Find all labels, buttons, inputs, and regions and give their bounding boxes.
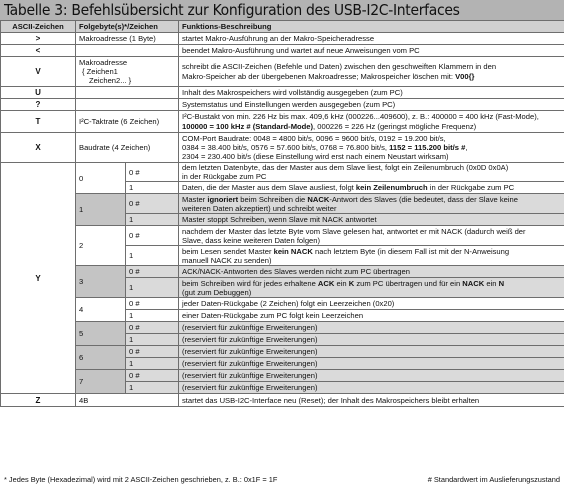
desc-text: beim Schreiben die — [238, 194, 308, 204]
desc-cell: (reserviert für zukünftige Erweiterungen) — [179, 322, 564, 334]
desc-cell: (reserviert für zukünftige Erweiterungen) — [179, 334, 564, 346]
desc-bold: ignoriert — [207, 194, 239, 204]
desc-bold: K — [348, 278, 355, 288]
table-row — [1, 111, 564, 133]
desc-text: in der Rückgabe zum PC — [427, 183, 515, 193]
footnote-right: # Standardwert im Auslieferungszustand — [427, 475, 560, 484]
desc-bold: V00{} — [455, 71, 475, 81]
desc-text: nach letztem Byte (in diesem Fall ist mit der N-Anweisung — [312, 246, 510, 256]
y-value-cell: 1 — [126, 278, 179, 298]
desc-cell: ACK/NACK-Antworten des Slaves werden nicht zum PC übertragen — [179, 266, 564, 278]
desc-cell: startet das USB-I2C-Interface neu (Reset); der Inhalt des Makrospeichers bleibt erhalten — [179, 394, 564, 407]
desc-bold: ACK — [317, 278, 335, 288]
y-value-cell: 0 # — [126, 226, 179, 246]
desc-cell — [179, 133, 564, 163]
header-ascii: ASCII-Zeichen — [1, 21, 76, 33]
desc-text: zum PC übertragen und für ein — [354, 278, 463, 288]
y-value-cell: 0 # — [126, 194, 179, 214]
desc-line: (gut zum Debuggen) — [182, 287, 252, 297]
desc-line: in der Rückgabe zum PC — [182, 172, 267, 182]
param-cell — [76, 45, 179, 57]
desc-cell — [179, 163, 564, 182]
desc-text: -Antwort des Slaves (die bedeutet, dass der Slave keine — [329, 194, 518, 204]
desc-bold: 100000 = 100 kHz # (Standard-Mode) — [182, 121, 314, 131]
desc-bold: 1152 = 115.200 bit/s # — [389, 142, 466, 152]
table-row — [1, 163, 564, 182]
desc-line — [182, 247, 561, 256]
desc-text: beim Schreiben wird für jedes erhaltene — [182, 278, 318, 288]
desc-line: schreibt die ASCII-Zeichen (Befehle und Daten) zwischen den geschweiften Klammern in den — [182, 62, 497, 72]
y-bit-cell: 6 — [76, 346, 126, 370]
desc-cell — [179, 226, 564, 246]
desc-cell: startet Makro-Ausführung an der Makro-Speicheradresse — [179, 33, 564, 45]
desc-cell — [179, 182, 564, 194]
desc-cell: (reserviert für zukünftige Erweiterungen) — [179, 346, 564, 358]
desc-line: manuell NACK zu senden) — [182, 255, 272, 265]
table-row — [1, 266, 564, 278]
param-line: { Zeichen1 — [82, 66, 118, 76]
cmd-cell: > — [1, 33, 76, 45]
desc-bold: NACK — [307, 194, 330, 204]
param-cell — [76, 87, 179, 99]
y-value-cell: 0 # — [126, 298, 179, 310]
y-value-cell: 1 — [126, 246, 179, 266]
desc-cell: jeder Daten-Rückgabe (2 Zeichen) folgt ein Leerzeichen (0x20) — [179, 298, 564, 310]
desc-text: Daten, die der Master aus dem Slave ausliest, folgt — [182, 183, 356, 193]
y-value-cell: 1 — [126, 214, 179, 226]
desc-line: dem letzten Datenbyte, das der Master aus dem Slave liest, folgt ein Zeilenumbruch (0x0D 0x0A) — [182, 163, 509, 172]
cmd-cell: T — [1, 111, 76, 133]
y-bit-cell: 4 — [76, 298, 126, 322]
y-value-cell: 0 # — [126, 163, 179, 182]
desc-line: Slave, dass keine weiteren Daten folgen) — [182, 235, 321, 245]
desc-cell: einer Daten-Rückgabe zum PC folgt kein Leerzeichen — [179, 310, 564, 322]
desc-cell: (reserviert für zukünftige Erweiterungen) — [179, 382, 564, 394]
desc-cell — [179, 246, 564, 266]
desc-line: 2304 = 230.400 bit/s (diese Einstellung wird erst nach einem Neustart wirksam) — [182, 152, 449, 162]
table-row — [1, 394, 564, 407]
desc-text: ein — [334, 278, 349, 288]
param-line: Makroadresse — [79, 57, 128, 67]
table-row — [1, 45, 564, 57]
table-row — [1, 133, 564, 163]
table-row — [1, 33, 564, 45]
desc-text: ein — [484, 278, 499, 288]
y-value-cell: 0 # — [126, 266, 179, 278]
table-row — [1, 322, 564, 334]
desc-text: 0384 = 38.400 bit/s, 0576 = 57.600 bit/s, 0768 = 76.800 bit/s, — [182, 142, 390, 152]
footnote-left: * Jedes Byte (Hexadezimal) wird mit 2 ASCII-Zeichen geschrieben, z. B.: 0x1F = 1F — [4, 475, 278, 484]
param-cell — [76, 99, 179, 111]
cmd-cell: ? — [1, 99, 76, 111]
desc-cell: (reserviert für zukünftige Erweiterungen) — [179, 370, 564, 382]
desc-text: Makro-Speicher ab der übergebenen Makroadresse; Makrospeicher löschen mit: — [182, 71, 456, 81]
y-bit-cell: 3 — [76, 266, 126, 298]
y-value-cell: 1 — [126, 358, 179, 370]
cmd-cell: U — [1, 87, 76, 99]
desc-cell — [179, 278, 564, 298]
desc-cell: beendet Makro-Ausführung und wartet auf neue Anweisungen vom PC — [179, 45, 564, 57]
y-value-cell: 1 — [126, 382, 179, 394]
table-row — [1, 298, 564, 310]
cmd-cell: Z — [1, 394, 76, 407]
desc-line: I²C-Bustakt von min. 226 Hz bis max. 409,6 kHz (000226...409600), z. B.: 400000 = 400 kHz (Fast-Mode), — [182, 112, 539, 122]
table-row — [1, 346, 564, 358]
cmd-cell: V — [1, 57, 76, 87]
desc-cell: Inhalt des Makrospeichers wird vollständig ausgegeben (zum PC) — [179, 87, 564, 99]
desc-text: beim Lesen sendet Master — [182, 246, 274, 256]
param-cell — [76, 57, 179, 87]
desc-text: Master — [182, 194, 208, 204]
param-cell: Baudrate (4 Zeichen) — [76, 133, 179, 163]
desc-cell: Master stoppt Schreiben, wenn Slave mit NACK antwortet — [179, 214, 564, 226]
desc-cell — [179, 57, 564, 87]
param-cell: 4B — [76, 394, 179, 407]
y-bit-cell: 2 — [76, 226, 126, 266]
y-bit-cell: 0 — [76, 163, 126, 194]
param-line: Zeichen2... } — [89, 76, 132, 86]
table-title: Tabelle 3: Befehlsübersicht zur Konfiguration des USB-I2C-Interfaces — [0, 0, 564, 20]
y-value-cell: 0 # — [126, 322, 179, 334]
table-row — [1, 57, 564, 87]
y-value-cell: 1 — [126, 334, 179, 346]
desc-cell: Systemstatus und Einstellungen werden ausgegeben (zum PC) — [179, 99, 564, 111]
desc-line — [182, 122, 561, 131]
desc-cell — [179, 111, 564, 133]
y-value-cell: 1 — [126, 310, 179, 322]
command-table — [0, 20, 564, 407]
header-row — [1, 21, 564, 33]
desc-text: , 000226 = 226 Hz (geringst mögliche Frequenz) — [313, 121, 477, 131]
footnote — [0, 473, 564, 487]
desc-line: weiteren Daten akzeptiert) und schreibt weiter — [182, 203, 337, 213]
header-bytes: Folgebyte(s)*/Zeichen — [76, 21, 179, 33]
y-value-cell: 0 # — [126, 346, 179, 358]
desc-line — [182, 143, 561, 152]
header-desc: Funktions-Beschreibung — [179, 21, 564, 33]
y-value-cell: 1 — [126, 182, 179, 194]
desc-cell: (reserviert für zukünftige Erweiterungen) — [179, 358, 564, 370]
table-row — [1, 99, 564, 111]
desc-line — [182, 195, 561, 204]
desc-line — [182, 72, 561, 81]
table-row — [1, 370, 564, 382]
y-value-cell: 0 # — [126, 370, 179, 382]
desc-bold: N — [498, 278, 505, 288]
desc-line: nachdem der Master das letzte Byte vom Slave gelesen hat, antwortet er mit NACK (dadurch weiß der — [182, 226, 526, 236]
table-row — [1, 226, 564, 246]
param-cell: I²C-Taktrate (6 Zeichen) — [76, 111, 179, 133]
cmd-cell: Y — [1, 163, 76, 394]
param-cell: Makroadresse (1 Byte) — [76, 33, 179, 45]
table-row — [1, 194, 564, 214]
y-bit-cell: 5 — [76, 322, 126, 346]
cmd-cell: < — [1, 45, 76, 57]
desc-line: COM-Port Baudrate: 0048 = 4800 bit/s, 0096 = 9600 bit/s, 0192 = 19.200 bit/s, — [182, 133, 446, 143]
desc-text: , — [465, 142, 468, 152]
table-row — [1, 87, 564, 99]
desc-bold: kein Zeilenumbruch — [355, 183, 428, 193]
desc-bold: kein NACK — [273, 246, 313, 256]
desc-bold: NACK — [462, 278, 485, 288]
cmd-cell: X — [1, 133, 76, 163]
desc-cell — [179, 194, 564, 214]
y-bit-cell: 7 — [76, 370, 126, 394]
desc-line — [182, 279, 561, 288]
y-bit-cell: 1 — [76, 194, 126, 226]
